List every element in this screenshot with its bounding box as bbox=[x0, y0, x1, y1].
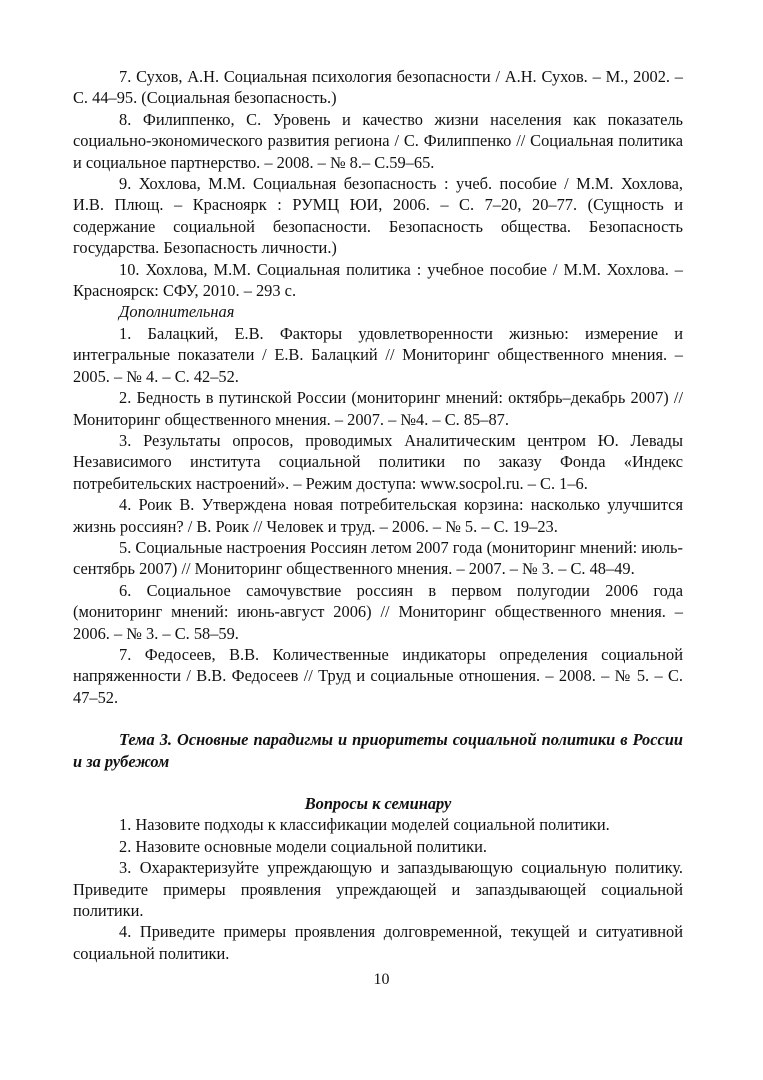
additional-references bbox=[73, 323, 683, 708]
reference-item: 9. Хохлова, М.М. Социальная безопасность : учеб. пособие / М.М. Хохлова, И.В. Плющ. – Красноярк : РУМЦ ЮИ, 2006. – С. 7–20, 20–77. (Сущность и содержание социальной безопасности. Безопасность общества. Безопасность государства. Безопасность личности.) bbox=[73, 174, 683, 258]
seminar-questions bbox=[73, 814, 683, 964]
reference-item: 7. Федосеев, В.В. Количественные индикаторы определения социальной напряженности / В.В. Федосеев // Труд и социальные отношения. – 2008. – № 5. – С. 47–52. bbox=[73, 644, 683, 707]
page-number: 10 bbox=[373, 971, 390, 988]
main-references bbox=[73, 66, 683, 301]
reference-item: 5. Социальные настроения Россиян летом 2007 года (мониторинг мнений: июль-сентябрь 2007) // Мониторинг общественного мнения. – 2007. – № 3. – С. 48–49. bbox=[73, 537, 683, 579]
question-item: 4. Приведите примеры проявления долговременной, текущей и ситуативной социальной политики. bbox=[73, 922, 683, 963]
reference-item: 4. Роик В. Утверждена новая потребительская корзина: насколько улучшится жизнь россиян? / В. Роик // Человек и труд. – 2006. – № 5. – С. 19–23. bbox=[73, 495, 683, 536]
additional-heading: Дополнительная bbox=[119, 302, 235, 322]
reference-item: 8. Филиппенко, С. Уровень и качество жизни населения как показатель социально-экономического развития региона / С. Филиппенко // Социальная политика и социальное партнерство. – 2008. – № 8.– С.59–65. bbox=[73, 109, 683, 172]
question-item: 2. Назовите основные модели социальной политики. bbox=[119, 836, 488, 856]
question-item: 3. Охарактеризуйте упреждающую и запаздывающую социальную политику. Приведите примеры проявления упреждающей и запаздывающей социальной политики. bbox=[73, 858, 683, 921]
reference-item: 7. Сухов, А.Н. Социальная психология безопасности / А.Н. Сухов. – М., 2002. – С. 44–95. (Социальная безопасность.) bbox=[73, 67, 683, 108]
question-item: 1. Назовите подходы к классификации моделей социальной политики. bbox=[119, 815, 610, 835]
reference-item: 6. Социальное самочувствие россиян в первом полугодии 2006 года (мониторинг мнений: июнь-август 2006) // Мониторинг общественного мнения. – 2006. – № 3. – С. 58–59. bbox=[73, 580, 683, 643]
reference-item: 2. Бедность в путинской России (мониторинг мнений: октябрь–декабрь 2007) // Мониторинг общественного мнения. – 2007. – №4. – С. 85–87. bbox=[73, 388, 683, 429]
seminar-heading: Вопросы к семинару bbox=[304, 794, 452, 813]
reference-item: 10. Хохлова, М.М. Социальная политика : учебное пособие / М.М. Хохлова. – Красноярск: СФУ, 2010. – 293 с. bbox=[73, 259, 683, 301]
reference-item: 3. Результаты опросов, проводимых Аналитическим центром Ю. Левады Независимого института социальной политики по заказу Фонда «Индекс потребительских настроений». – Режим доступа: www.socpol.ru. – С. 1–6. bbox=[73, 430, 683, 493]
topic-heading: Тема 3. Основные парадигмы и приоритеты социальной политики в России и за рубежом bbox=[73, 730, 683, 771]
reference-item: 1. Балацкий, Е.В. Факторы удовлетворенности жизнью: измерение и интегральные показатели / Е.В. Балацкий // Мониторинг общественного мнения. – 2005. – № 4. – С. 42–52. bbox=[73, 323, 683, 386]
